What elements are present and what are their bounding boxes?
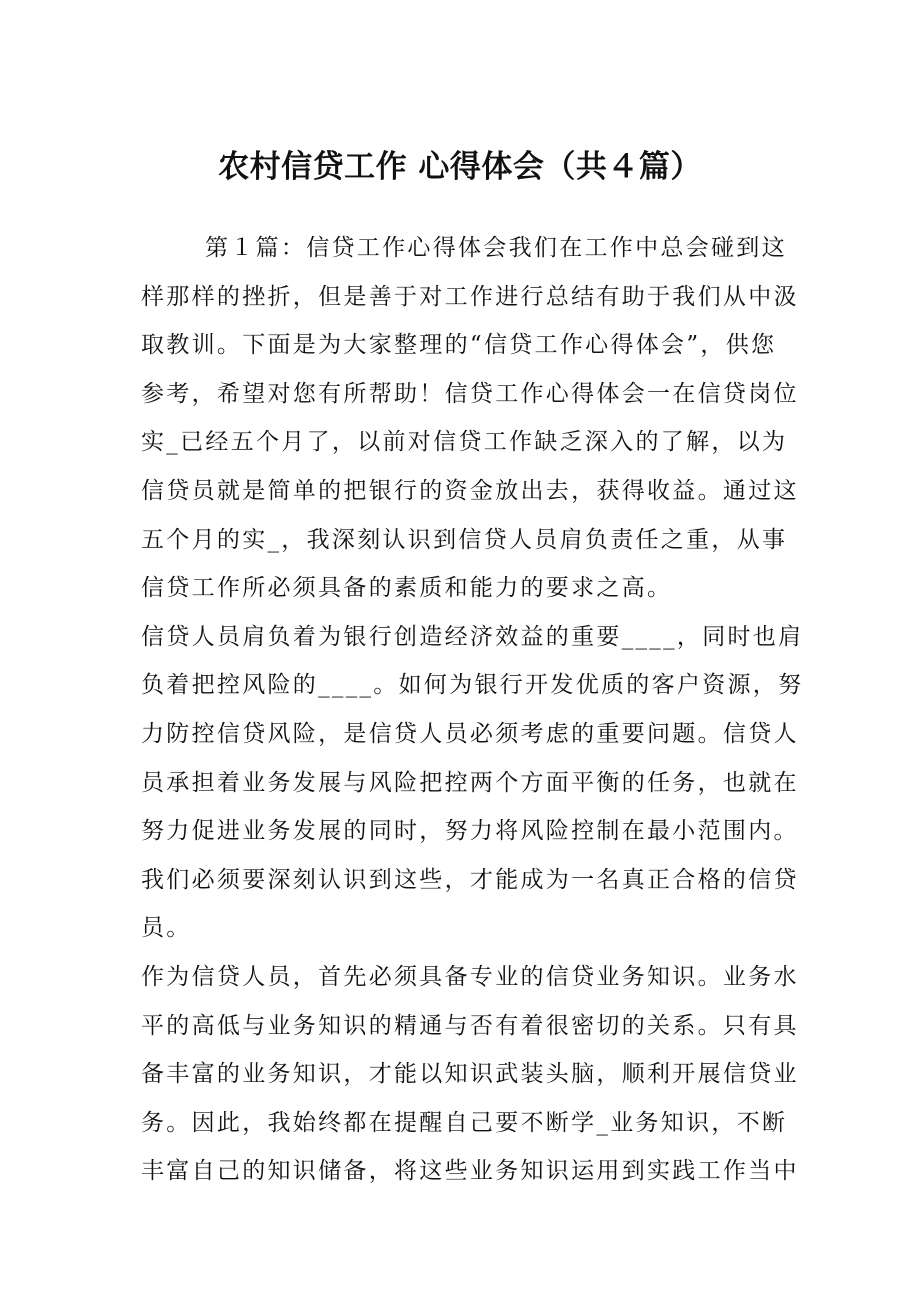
text-line: 实_已经五个月了，以前对信贷工作缺乏深入的了解，以为	[141, 429, 788, 456]
text-line: 员承担着业务发展与风险把控两个方面平衡的任务，也就在	[141, 769, 799, 796]
text-line: 力防控信贷风险，是信贷人员必须考虑的重要问题。信贷人	[141, 720, 799, 747]
document-body	[141, 224, 804, 1196]
text-line: 五个月的实_，我深刻认识到信贷人员肩负责任之重，从事	[141, 526, 788, 553]
text-line: 努力促进业务发展的同时，努力将风险控制在最小范围内。	[141, 818, 799, 845]
text-line: 取教训。下面是为大家整理的“信贷工作心得体会”，供您	[141, 332, 777, 359]
text-line: 信贷员就是简单的把银行的资金放出去，获得收益。通过这	[141, 477, 799, 504]
text-line: 作为信贷人员，首先必须具备专业的信贷业务知识。业务水	[141, 963, 799, 990]
text-line: 丰富自己的知识储备，将这些业务知识运用到实践工作当中	[141, 1158, 799, 1185]
text-line: 务。因此，我始终都在提醒自己要不断学_业务知识，不断	[141, 1109, 788, 1136]
text-line: 样那样的挫折，但是善于对工作进行总结有助于我们从中汲	[141, 283, 799, 310]
text-line: 第１篇：信贷工作心得体会我们在工作中总会碰到这	[205, 235, 787, 261]
text-line: 负着把控风险的____。如何为银行开发优质的客户资源，努	[141, 672, 804, 699]
text-line: 我们必须要深刻认识到这些，才能成为一名真正合格的信贷	[141, 866, 799, 893]
text-line: 信贷人员肩负着为银行创造经济效益的重要____，同时也肩	[141, 623, 804, 650]
text-line: 员。	[141, 915, 192, 942]
text-line: 平的高低与业务知识的精通与否有着很密切的关系。只有具	[141, 1012, 799, 1039]
text-line: 信贷工作所必须具备的素质和能力的要求之高。	[141, 575, 673, 602]
document-title: 农村信贷工作 心得体会（共４篇）	[218, 149, 702, 185]
text-line: 备丰富的业务知识，才能以知识武装头脑，顺利开展信贷业	[141, 1061, 799, 1088]
text-line: 参考，希望对您有所帮助！信贷工作心得体会一在信贷岗位	[141, 380, 799, 407]
